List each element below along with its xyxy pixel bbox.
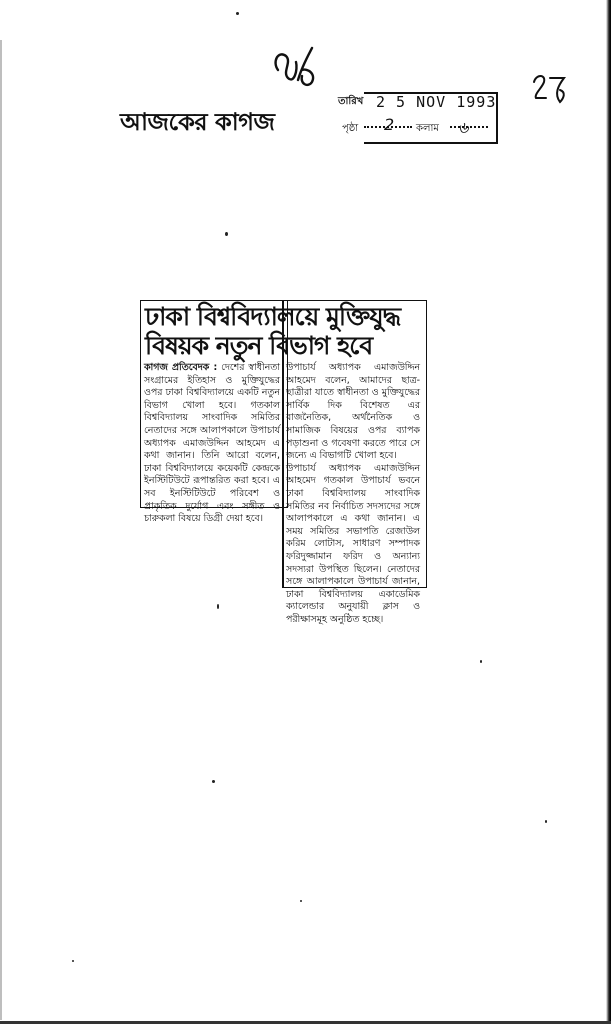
scan-speck [72,960,74,962]
scan-speck [217,604,219,609]
stamp-date: 2 5 NOV 1993 [376,93,497,111]
scan-speck [545,820,547,823]
scan-speck [225,232,228,236]
article-headline [145,302,425,360]
article-byline: কাগজ প্রতিবেদক : [144,362,218,373]
scan-edge-right [606,0,611,1024]
handwritten-top-number [268,40,322,94]
left-column-text: দেশের স্বাধীনতা সংগ্রামের ইতিহাস ও মুক্তিযুদ্ধের ওপর ঢাকা বিশ্ববিদ্যালয়ে একটি নতুন বিভাগ খোলা হবে। গতকাল বিশ্ববিদ্যালয় সাংবাদিক সমিতির নেতাদের সঙ্গে আলাপকালে উপাচার্য অধ্যাপক এমাজউদ্দিন আহমেদ এ কথা জানান। তিনি আরো বলেন, ঢাকা বিশ্ববিদ্যালয়ে কয়েকটি কেন্দ্রকে ইনস্টিটিউটে রূপান্তরিত করা হবে। এ সব ইনস্টিটিউটে পরিবেশ ও প্রাকৃতিক দুর্যোগ এবং সঙ্গীত ও চারুকলা বিষয়ে ডিগ্রী দেয়া হবে। [144,362,281,525]
date-stamp [334,88,498,142]
stamp-column-number: ৬ [458,118,469,137]
scan-speck [212,780,215,783]
article-column-left [144,362,281,525]
handwritten-corner-number [530,68,570,108]
stamp-page-label: পৃষ্ঠা [342,123,359,134]
headline-line-2: বিষয়ক নতুন বিভাগ হবে [145,331,373,360]
headline-line-1: ঢাকা বিশ্ববিদ্যালয়ে মুক্তিযুদ্ধ [145,302,401,331]
scan-speck [236,12,239,15]
stamp-page-number: 2 [384,115,395,134]
newspaper-masthead: আজকের কাগজ [120,108,275,136]
stamp-column-label: কলাম [416,123,439,134]
scan-edge-left [0,40,2,1020]
scan-speck [480,660,482,663]
scan-speck [300,900,302,902]
article-column-right [286,362,420,625]
stamp-column-dots [450,126,488,128]
right-column-paragraph-1: উপাচার্য অধ্যাপক এমাজউদ্দিন আহমেদ বলেন, আমাদের ছাত্র-ছাত্রীরা যাতে স্বাধীনতা ও মুক্তিযুদ্ধের সার্বিক দিক বিশেষত এর রাজনৈতিক, অর্থনৈতিক ও সামাজিক বিষয়ের ওপর ব্যাপক পড়াশুনা ও গবেষণা করতে পারে সে জন্যে এ বিভাগটি খোলা হবে। [286,362,420,462]
right-column-paragraph-2: উপাচার্য অধ্যাপক এমাজউদ্দিন আহমেদ গতকাল উপাচার্য ভবনে ঢাকা বিশ্ববিদ্যালয় সাংবাদিক সমিতির নব নির্বাচিত সদস্যদের সঙ্গে আলাপকালে এ কথা জানান। এ সময় সমিতির সভাপতি রেজাউল করিম লোটাস, সাধারণ সম্পাদক ফরিদুজ্জামান ফরিদ ও অন্যান্য সদস্যরা উপস্থিত ছিলেন। নেতাদের সঙ্গে আলাপকালে উপাচার্য জানান, ঢাকা বিশ্ববিদ্যালয় একাডেমিক ক্যালেন্ডার অনুযায়ী ক্লাস ও পরীক্ষাসমূহ অনুষ্ঠিত হচ্ছে। [286,462,420,625]
stamp-date-label: তারিখ [338,96,364,107]
